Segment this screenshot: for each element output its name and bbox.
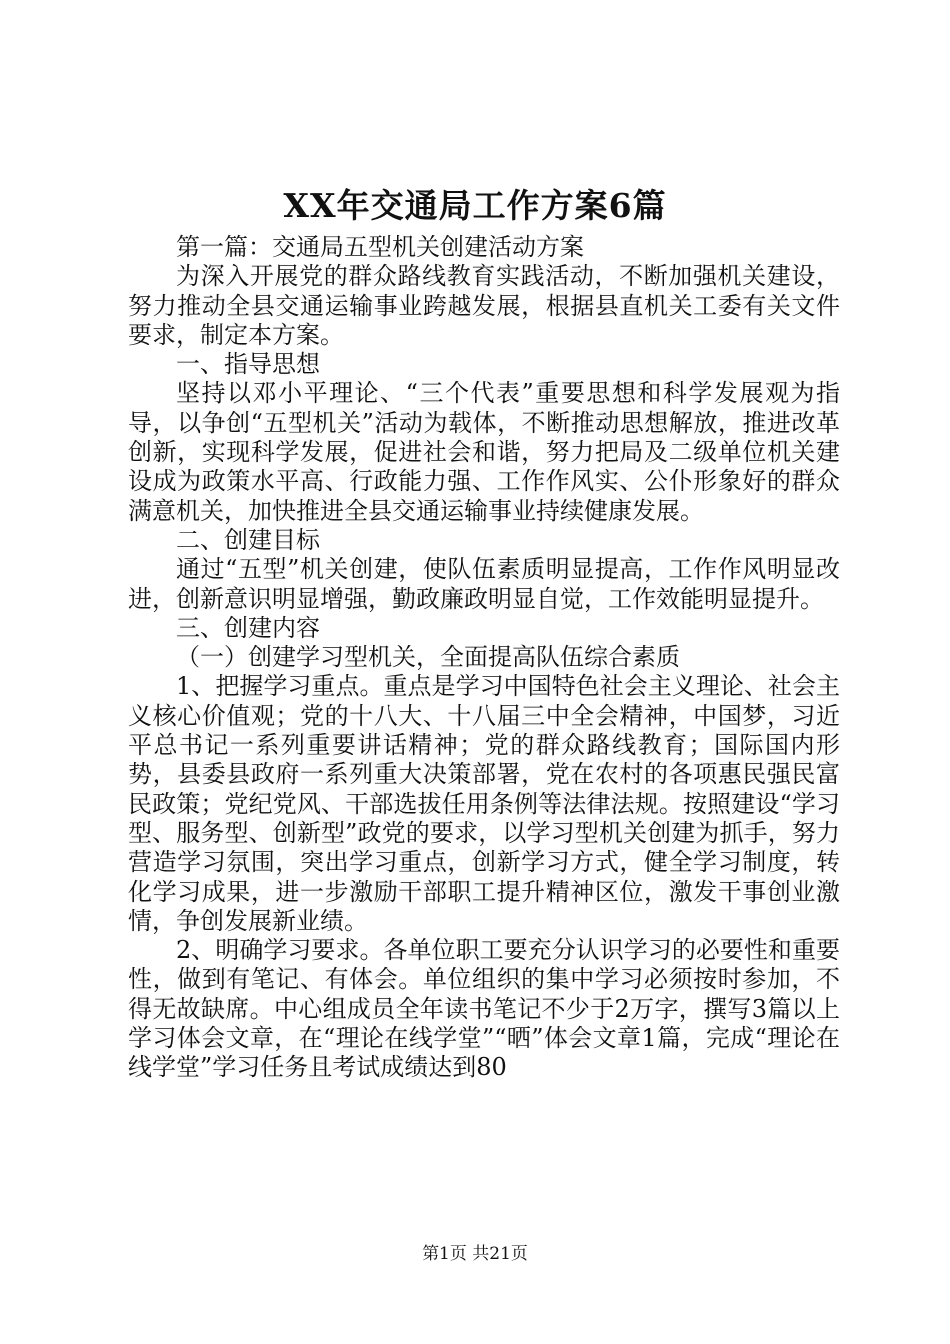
section-heading: 第一篇：交通局五型机关创建活动方案 bbox=[176, 233, 584, 261]
section-heading: 一、指导思想 bbox=[176, 350, 320, 379]
body-paragraph: 2、明确学习要求。各单位职工要充分认识学习的必要性和重要性，做到有笔记、有体会。单位组织的集中学习必须按时参加，不得无故缺席。中心组成员全年读书笔记不少于2万字，撰写3篇以上学习体会文章，在“理论在线学堂”“晒”体会文章1篇，完成“理论在线学堂”学习任务且考试成绩达到80 bbox=[128, 936, 840, 1082]
section-heading: 三、创建内容 bbox=[176, 613, 320, 642]
page-number-footer: 第1页 共21页 bbox=[422, 1244, 528, 1264]
subsection-heading: （一）创建学习型机关，全面提高队伍综合素质 bbox=[176, 643, 680, 672]
body-paragraph: 为深入开展党的群众路线教育实践活动，不断加强机关建设，努力推动全县交通运输事业跨越发展，根据县直机关工委有关文件要求，制定本方案。 bbox=[128, 262, 840, 349]
section-heading: 二、创建目标 bbox=[176, 525, 320, 554]
body-paragraph: 坚持以邓小平理论、“三个代表”重要思想和科学发展观为指导，以争创“五型机关”活动为载体，不断推动思想解放，推进改革创新，实现科学发展，促进社会和谐，努力把局及二级单位机关建设成为政策水平高、行政能力强、工作作风实、公仆形象好的群众满意机关，加快推进全县交通运输事业持续健康发展。 bbox=[128, 379, 840, 525]
document-title: XX年交通局工作方案6篇 bbox=[283, 186, 667, 225]
document-body bbox=[128, 233, 840, 1083]
body-paragraph: 1、把握学习重点。重点是学习中国特色社会主义理论、社会主义核心价值观；党的十八大、十八届三中全会精神，中国梦，习近平总书记一系列重要讲话精神；党的群众路线教育；国际国内形势，县委县政府一系列重大决策部署，党在农村的各项惠民强民富民政策；党纪党风、干部选拔任用条例等法律法规。按照建设“学习型、服务型、创新型”政党的要求，以学习型机关创建为抓手，努力营造学习氛围，突出学习重点，创新学习方式，健全学习制度，转化学习成果，进一步激励干部职工提升精神区位，激发干事创业激情，争创发展新业绩。 bbox=[128, 672, 840, 935]
body-paragraph: 通过“五型”机关创建，使队伍素质明显提高，工作作风明显改进，创新意识明显增强，勤政廉政明显自觉，工作效能明显提升。 bbox=[128, 555, 840, 613]
